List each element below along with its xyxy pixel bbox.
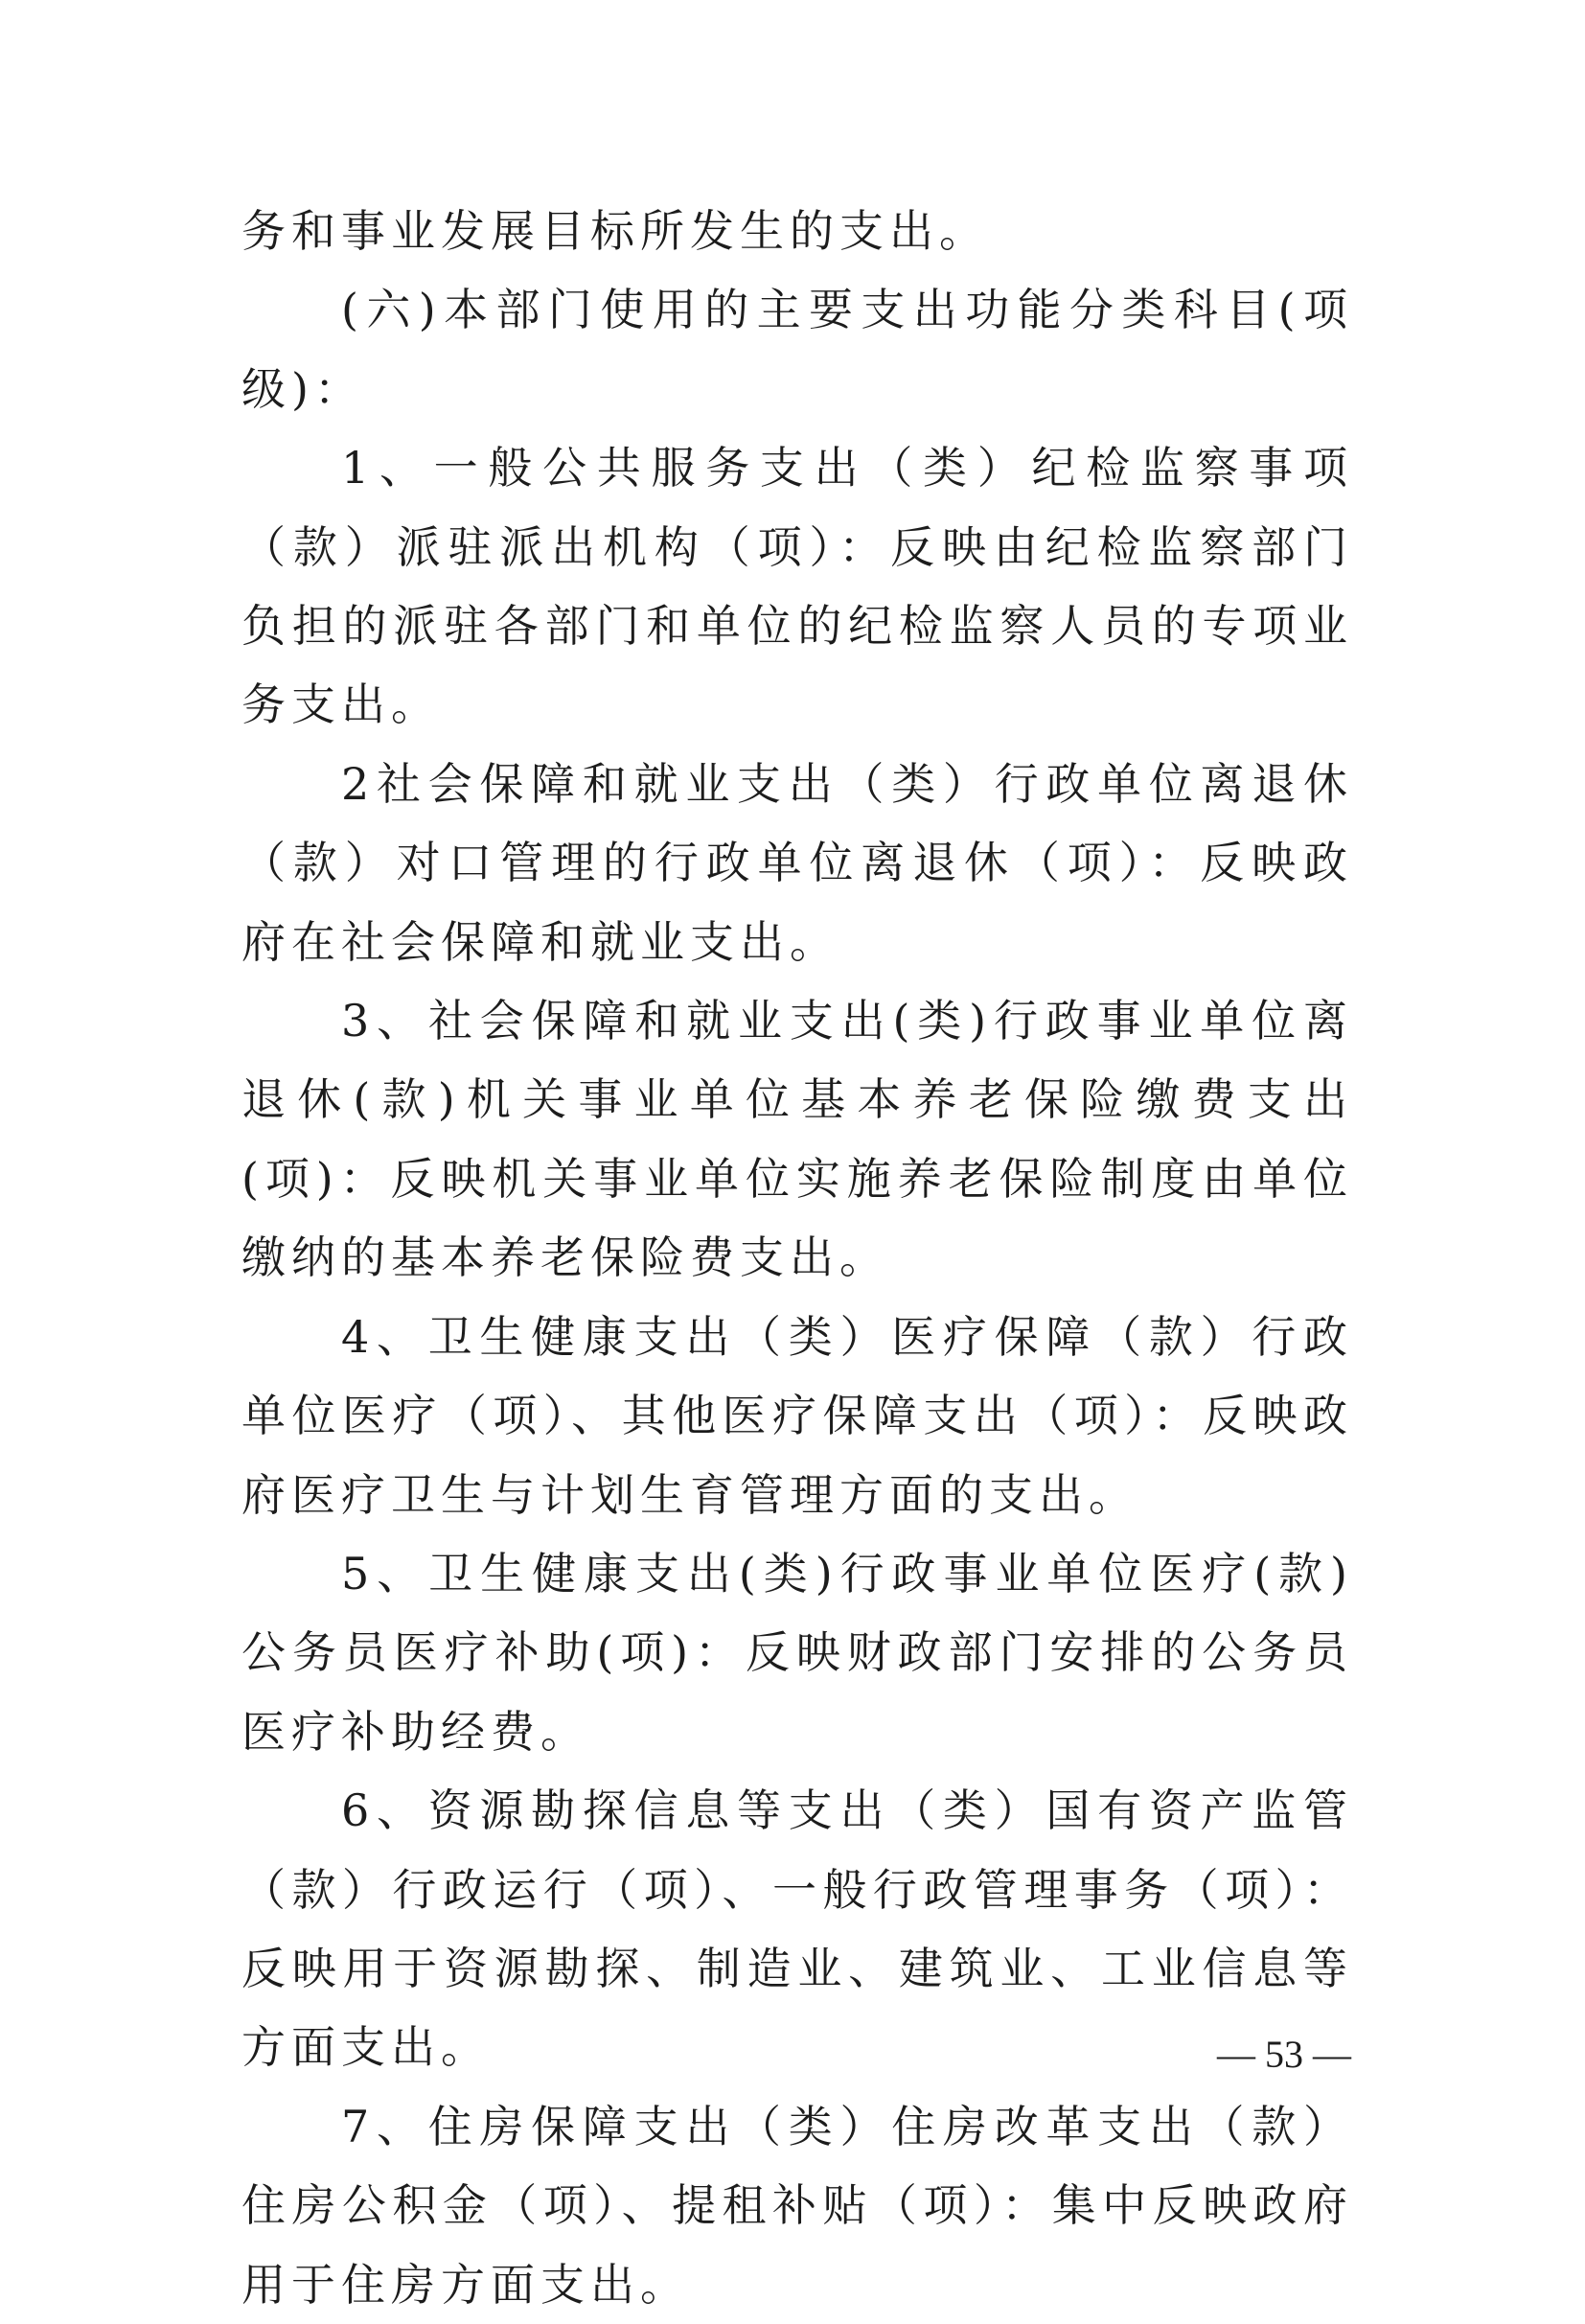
list-item-5: 5、卫生健康支出(类)行政事业单位医疗(款)公务员医疗补助(项)：反映财政部门安排的公务员医疗补助经费。 xyxy=(241,1547,1353,1758)
list-item-1: 1、一般公共服务支出（类）纪检监察事项（款）派驻派出机构（项）：反映由纪检监察部门负担的派驻各部门和单位的纪检监察人员的专项业务支出。 xyxy=(241,442,1353,731)
paragraph-continuation: 务和事业发展目标所发生的支出。 xyxy=(241,205,989,257)
list-item-3: 3、社会保障和就业支出(类)行政事业单位离退休(款)机关事业单位基本养老保险缴费支出(项)：反映机关事业单位实施养老保险制度由单位缴纳的基本养老保险费支出。 xyxy=(241,995,1353,1284)
list-item-6: 6、资源勘探信息等支出（类）国有资产监管（款）行政运行（项）、一般行政管理事务（项）：反映用于资源勘探、制造业、建筑业、工业信息等方面支出。 xyxy=(241,1784,1353,2074)
list-item-2: 2社会保障和就业支出（类）行政单位离退休（款）对口管理的行政单位离退休（项）：反映政府在社会保障和就业支出。 xyxy=(241,757,1353,968)
page-number: — 53 — xyxy=(1217,2033,1351,2076)
section-heading-6: (六)本部门使用的主要支出功能分类科目(项级)： xyxy=(241,284,1353,415)
list-item-7: 7、住房保障支出（类）住房改革支出（款）住房公积金（项）、提租补贴（项）：集中反映政府用于住房方面支出。 xyxy=(241,2100,1353,2311)
body-text xyxy=(241,192,1353,2324)
list-item-4: 4、卫生健康支出（类）医疗保障（款）行政单位医疗（项）、其他医疗保障支出（项）：反映政府医疗卫生与计划生育管理方面的支出。 xyxy=(241,1310,1353,1521)
